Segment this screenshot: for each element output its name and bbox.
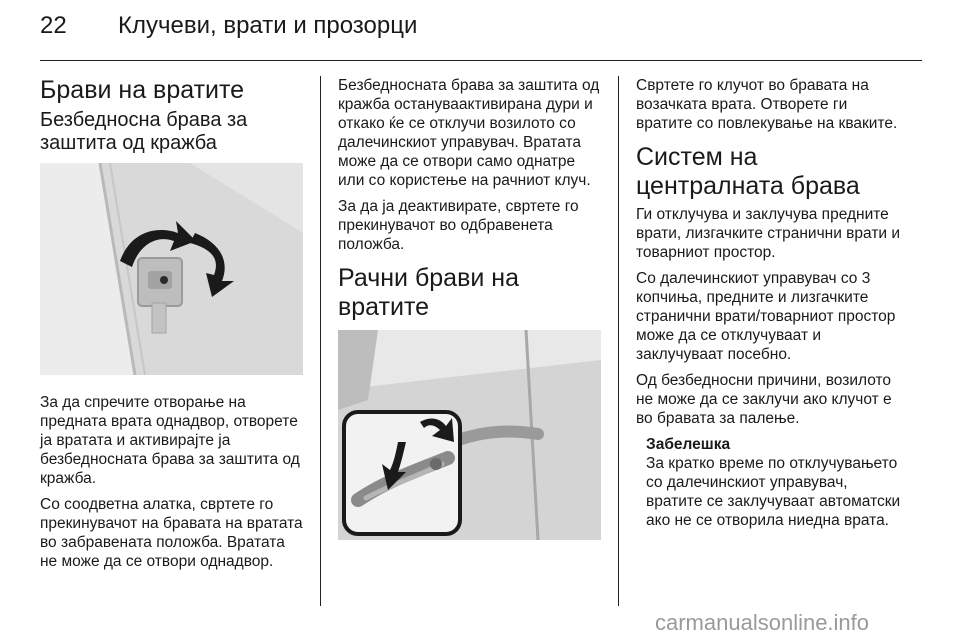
paragraph: Безбедносната брава за заштита од кражба остануваактивирана дури и откако ќе се отклучи возилото со далечинскиот управувач. Вратата може да се отвори само однатре или со користење на рачниот клуч. [338,77,600,189]
note-title: Забелешка [646,436,731,453]
header-rule [40,60,922,61]
figure-door-handle-illustration [338,330,601,540]
paragraph: Од безбедносни причини, возилото не може да се заклучи ако клучот е во бравата за палење. [636,372,892,427]
page-number: 22 [40,12,67,39]
section-heading-manual-door-locks: Рачни брави на вратите [338,264,519,321]
running-header-title: Клучеви, врати и прозорци [118,12,418,39]
paragraph: Со далечинскиот управувач со 3 копчиња, предните и лизгачките странични врати/товарниот простор може да се отклучуваат и заклучуваат посебно. [636,270,896,363]
paragraph: Свртете го клучот во бравата на возачката врата. Отворете ги вратите со повлекување на кваките. [636,77,898,132]
column-3 [636,76,902,537]
section-heading-door-locks: Брави на вратите [40,76,245,104]
watermark-text: carmanualsonline.info [655,610,870,635]
paragraph: Ги отклучува и заклучува предните врати, лизгачките странични врати и товарниот простор. [636,206,901,261]
paragraph: За да ја деактивирате, свртете го прекинувачот во одбравенета положба. [338,198,579,253]
column-divider-2 [618,76,619,606]
column-2 [338,76,604,558]
column-divider-1 [320,76,321,606]
column-1 [40,76,306,578]
paragraph: Со соодветна алатка, свртете го прекинувачот на бравата на вратата во забравената положба. Вратата не може да се отвори однадвор. [40,496,303,570]
note-box [646,435,902,530]
paragraph: За да спречите отворање на предната врата однадвор, отворете ја вратата и активирајте ја безбедносната брава за заштита од кражба. [40,394,300,487]
section-heading-central-locking: Систем на централната брава [636,143,860,200]
subheading-anti-theft-lock: Безбедносна брава за заштита од кражба [40,109,248,154]
note-text: За кратко време по отклучувањето со далечинскиот управувач, вратите се заклучуваат автоматски ако не се отворила ниедна врата. [646,455,901,529]
figure-child-lock-illustration [40,163,303,375]
